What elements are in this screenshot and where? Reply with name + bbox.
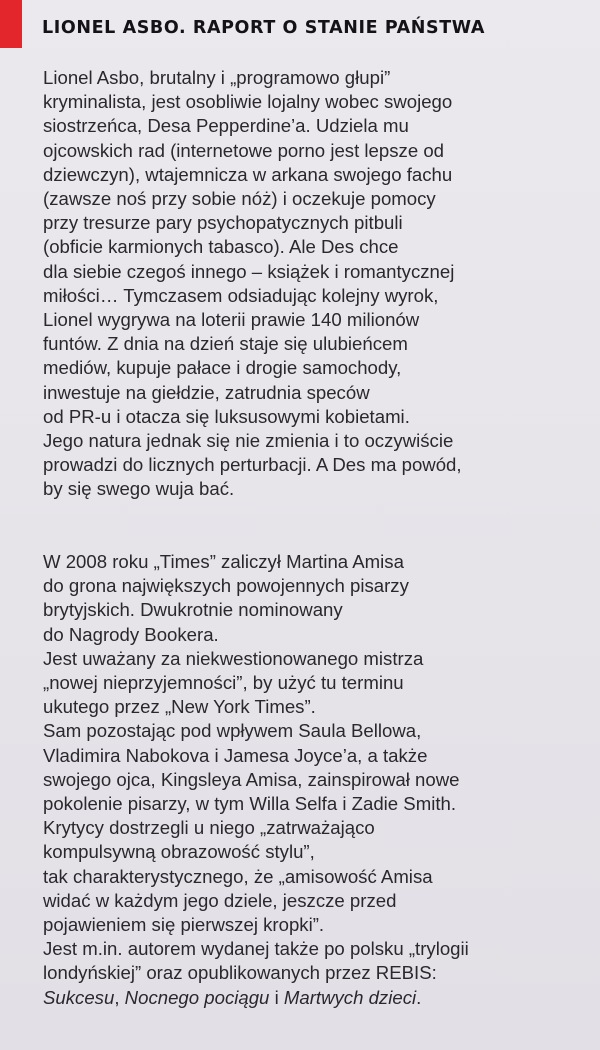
text-line: londyńskiej” oraz opublikowanych przez REBIS:	[43, 962, 437, 984]
paragraph-spacer	[43, 502, 588, 526]
book-title-nocny-pociag: Nocnego pociągu	[124, 986, 270, 1008]
text-line: Sam pozostając pod wpływem Saula Bellowa,	[43, 720, 422, 742]
text-line: przy tresurze pary psychopatycznych pitbuli	[43, 212, 403, 234]
author-bio-paragraph	[43, 550, 588, 1010]
text-line: by się swego wuja bać.	[43, 478, 235, 500]
text-line: funtów. Z dnia na dzień staje się ulubieńcem	[43, 333, 408, 355]
text-line: swojego ojca, Kingsleya Amisa, zainspirował nowe	[43, 768, 460, 790]
text-line: Jest m.in. autorem wydanej także po polsku „trylogii	[43, 938, 469, 960]
text-line: (zawsze noś przy sobie nóż) i oczekuje pomocy	[43, 188, 436, 210]
text-line: tak charakterystycznego, że „amisowość Amisa	[43, 865, 433, 887]
text-line: ukutego przez „New York Times”.	[43, 696, 316, 718]
separator: i	[269, 986, 284, 1008]
text-line: „nowej nieprzyjemności”, by użyć tu terminu	[43, 672, 404, 694]
text-line: widać w każdym jego dziele, jeszcze przed	[43, 889, 397, 911]
text-line: Jego natura jednak się nie zmienia i to oczywiście	[43, 430, 454, 452]
text-line: kompulsywną obrazowość stylu”,	[43, 841, 315, 863]
text-line: prowadzi do licznych perturbacji. A Des ma powód,	[43, 454, 462, 476]
book-title-martwe-dzieci: Martwych dzieci	[283, 986, 417, 1008]
text-line: kryminalista, jest osobliwie lojalny wobec swojego	[43, 91, 453, 113]
text-line: mediów, kupuje pałace i drogie samochody,	[43, 357, 402, 379]
text-line: do grona największych powojennych pisarzy	[43, 575, 409, 597]
synopsis-paragraph	[43, 66, 588, 502]
book-titles-line	[43, 986, 588, 1010]
text-line: brytyjskich. Dwukrotnie nominowany	[43, 599, 343, 621]
text-line: W 2008 roku „Times” zaliczył Martina Amisa	[43, 551, 404, 573]
book-title-sukces: Sukcesu	[43, 986, 115, 1008]
text-line: dla siebie czegoś innego – książek i romantycznej	[43, 260, 455, 282]
book-title: LIONEL ASBO. RAPORT O STANIE PAŃSTWA	[42, 18, 486, 38]
text-line: inwestuje na giełdzie, zatrudnia speców	[43, 381, 370, 403]
text-line: ojcowskich rad (internetowe porno jest lepsze od	[43, 139, 445, 161]
text-line: od PR-u i otacza się luksusowymi kobietami.	[43, 405, 410, 427]
paragraph-spacer	[43, 526, 588, 550]
text-line: miłości… Tymczasem odsiadując kolejny wyrok,	[43, 284, 439, 306]
separator: ,	[114, 986, 125, 1008]
text-line: Krytycy dostrzegli u niego „zatrważająco	[43, 817, 375, 839]
text-line: Jest uważany za niekwestionowanego mistrza	[43, 647, 424, 669]
text-line: (obficie karmionych tabasco). Ale Des chce	[43, 236, 399, 258]
text-line: pojawieniem się pierwszej kropki”.	[43, 914, 325, 936]
text-line: Lionel Asbo, brutalny i „programowo głupi”	[43, 67, 391, 88]
blurb-text	[43, 66, 588, 1010]
text-line: do Nagrody Bookera.	[43, 623, 219, 645]
final-period: .	[416, 986, 422, 1008]
text-line: Vladimira Nabokova i Jamesa Joyce’a, a także	[43, 744, 428, 766]
text-line: siostrzeńca, Desa Pepperdine’a. Udziela mu	[43, 115, 409, 137]
red-accent-tab	[0, 0, 22, 48]
text-line: dziewczyn), wtajemnicza w arkana swojego fachu	[43, 163, 453, 185]
text-line: pokolenie pisarzy, w tym Willa Selfa i Zadie Smith.	[43, 793, 456, 815]
text-line: Lionel wygrywa na loterii prawie 140 milionów	[43, 309, 420, 331]
